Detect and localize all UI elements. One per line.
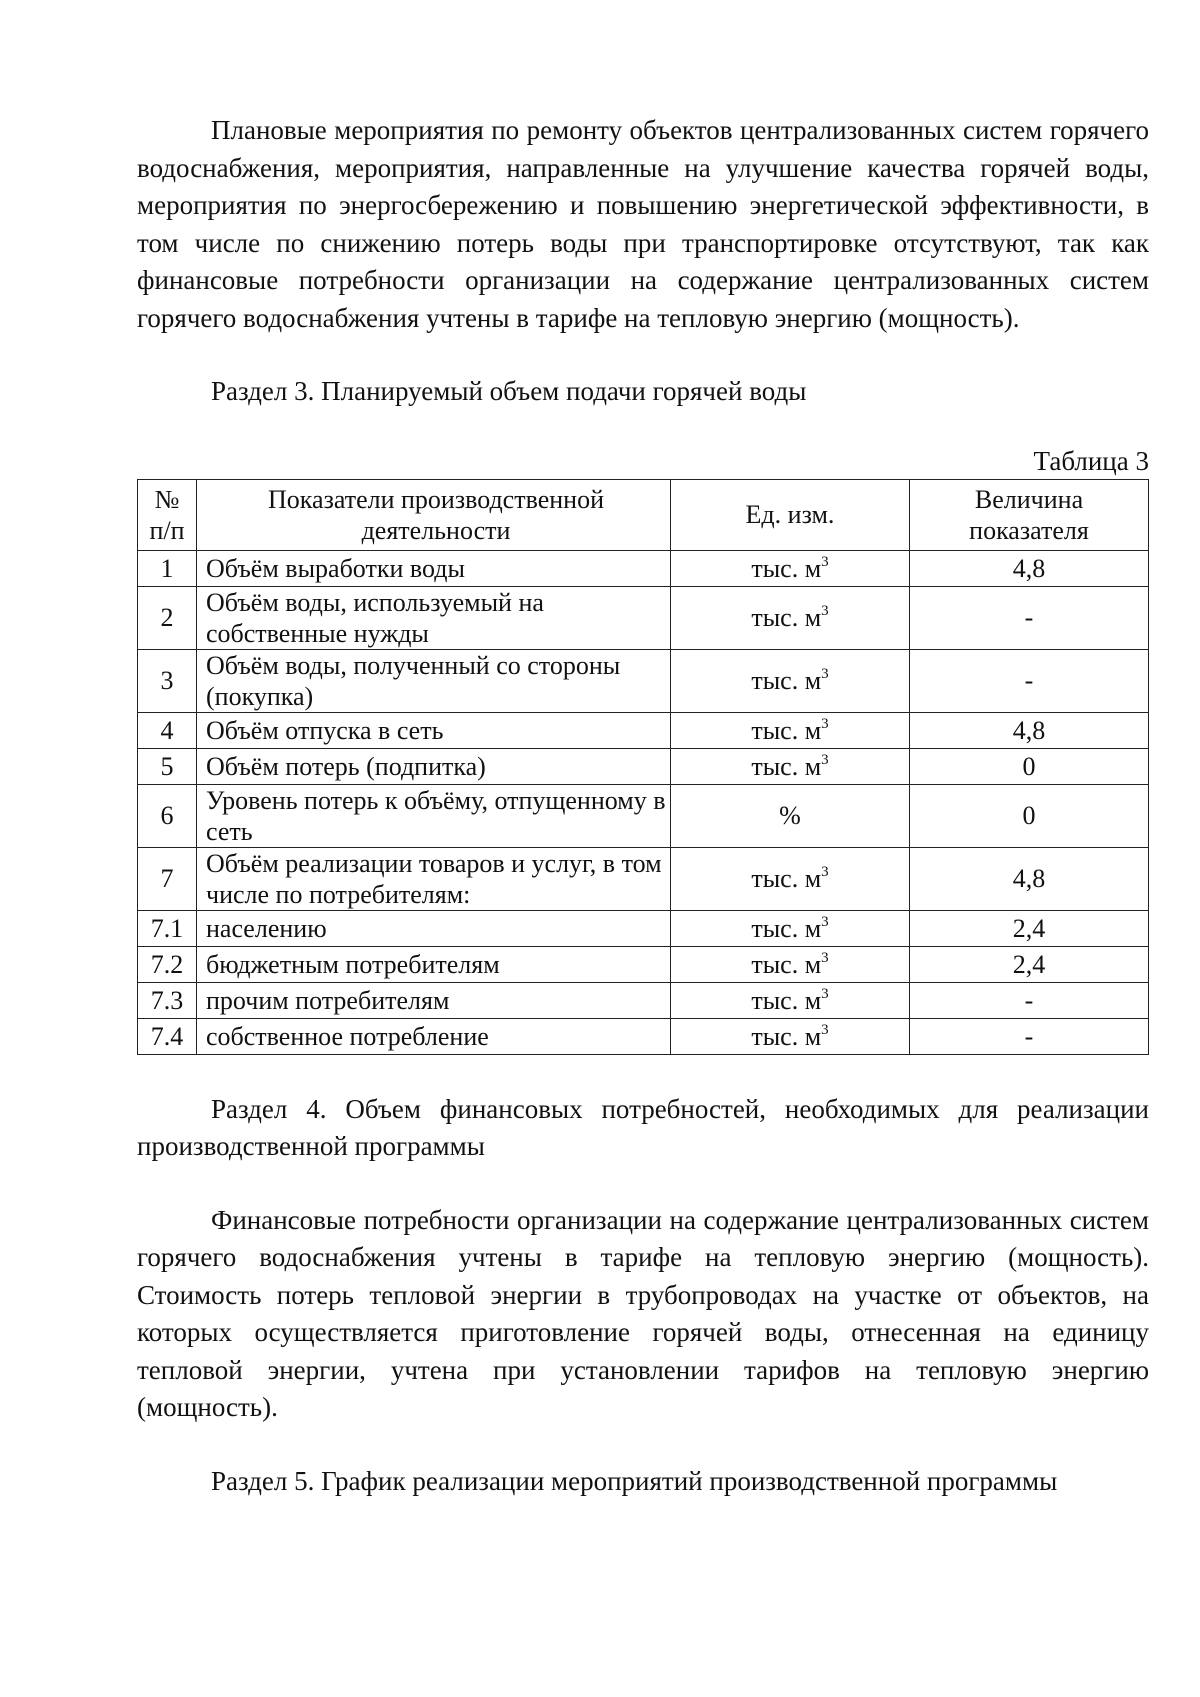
row-indicator: Объём отпуска в сеть	[197, 712, 671, 748]
document-page	[137, 112, 1149, 1500]
table-row	[138, 910, 1149, 946]
unit-superscript: 3	[821, 666, 829, 682]
row-indicator: прочим потребителям	[197, 982, 671, 1018]
unit-text: тыс. м	[751, 1021, 822, 1051]
row-value: 2,4	[910, 946, 1149, 982]
section-5-heading: Раздел 5. График реализации мероприятий производственной программы	[211, 1465, 1058, 1496]
header-indicator: Показатели производственной деятельности	[197, 479, 671, 550]
row-number: 7.3	[138, 982, 197, 1018]
row-indicator: Объём воды, полученный со стороны (покупка)	[197, 649, 671, 712]
intro-paragraph: Плановые мероприятия по ремонту объектов централизованных систем горячего водоснабжения, мероприятия, направленные на улучшение качества горячей воды, мероприятия по энергосбережению и повышению энергетической эффективности, в том числе по снижению потерь воды при транспортировке отсутствуют, так как финансовые потребности организации на содержание централизованных систем горячего водоснабжения учтены в тарифе на тепловую энергию (мощность).	[137, 115, 1149, 333]
row-number: 4	[138, 712, 197, 748]
row-indicator: Объём реализации товаров и услуг, в том числе по потребителям:	[197, 847, 671, 910]
row-value: 0	[910, 748, 1149, 784]
unit-superscript: 3	[821, 985, 829, 1002]
unit-superscript: 3	[821, 553, 829, 570]
unit-text: тыс. м	[751, 603, 822, 632]
row-unit	[671, 946, 910, 982]
table-header-row	[138, 479, 1149, 550]
section-4-heading: Раздел 4. Объем финансовых потребностей, необходимых для реализации производственной программы	[137, 1093, 1149, 1161]
row-value: 0	[910, 784, 1149, 847]
row-unit	[671, 982, 910, 1018]
table-row	[138, 649, 1149, 712]
header-value: Величина показателя	[910, 479, 1149, 550]
table-row	[138, 586, 1149, 649]
row-unit	[671, 550, 910, 586]
water-supply-table	[137, 479, 1149, 1055]
unit-text: тыс. м	[751, 949, 822, 979]
row-value: 4,8	[910, 550, 1149, 586]
row-number: 7.1	[138, 910, 197, 946]
row-number: 7	[138, 847, 197, 910]
unit-superscript: 3	[821, 751, 829, 768]
row-unit	[671, 910, 910, 946]
row-value: -	[910, 649, 1149, 712]
table-row	[138, 784, 1149, 847]
row-number: 1	[138, 550, 197, 586]
row-value: 2,4	[910, 910, 1149, 946]
section-3-heading: Раздел 3. Планируемый объем подачи горячей воды	[211, 376, 807, 406]
row-value: -	[910, 1018, 1149, 1054]
row-value: 4,8	[910, 712, 1149, 748]
row-value: -	[910, 982, 1149, 1018]
row-unit	[671, 748, 910, 784]
row-indicator: Объём выработки воды	[197, 550, 671, 586]
unit-text: тыс. м	[751, 913, 822, 943]
table-row	[138, 712, 1149, 748]
table-row	[138, 946, 1149, 982]
unit-text: %	[779, 801, 801, 830]
row-indicator: собственное потребление	[197, 1018, 671, 1054]
unit-superscript: 3	[821, 864, 829, 880]
unit-superscript: 3	[821, 603, 829, 619]
row-indicator: населению	[197, 910, 671, 946]
table-row	[138, 1018, 1149, 1054]
row-unit	[671, 649, 910, 712]
financial-paragraph: Финансовые потребности организации на содержание централизованных систем горячего водоснабжения учтены в тарифе на тепловую энергию (мощность). Стоимость потерь тепловой энергии в трубопроводах на участке от объектов, на которых осуществляется приготовление горячей воды, отнесенная на единицу тепловой энергии, учтена при установлении тарифов на тепловую энергию (мощность).	[137, 1204, 1149, 1422]
row-number: 5	[138, 748, 197, 784]
table-row	[138, 550, 1149, 586]
unit-text: тыс. м	[751, 666, 822, 695]
unit-text: тыс. м	[751, 553, 822, 583]
row-indicator: бюджетным потребителям	[197, 946, 671, 982]
row-unit	[671, 712, 910, 748]
table-row	[138, 748, 1149, 784]
unit-superscript: 3	[821, 913, 829, 930]
table-row	[138, 982, 1149, 1018]
row-unit	[671, 847, 910, 910]
row-unit	[671, 784, 910, 847]
unit-text: тыс. м	[751, 715, 822, 745]
row-number: 6	[138, 784, 197, 847]
row-value: 4,8	[910, 847, 1149, 910]
header-num: № п/п	[138, 479, 197, 550]
row-number: 3	[138, 649, 197, 712]
table-caption: Таблица 3	[1033, 445, 1149, 476]
row-number: 2	[138, 586, 197, 649]
table-row	[138, 847, 1149, 910]
row-indicator: Объём потерь (подпитка)	[197, 748, 671, 784]
row-number: 7.4	[138, 1018, 197, 1054]
row-number: 7.2	[138, 946, 197, 982]
header-unit: Ед. изм.	[671, 479, 910, 550]
unit-text: тыс. м	[751, 864, 822, 893]
unit-text: тыс. м	[751, 985, 822, 1015]
unit-text: тыс. м	[751, 751, 822, 781]
unit-superscript: 3	[821, 715, 829, 732]
row-value: -	[910, 586, 1149, 649]
row-unit	[671, 1018, 910, 1054]
table-body	[138, 550, 1149, 1054]
row-indicator: Объём воды, используемый на собственные нужды	[197, 586, 671, 649]
unit-superscript: 3	[821, 949, 829, 966]
row-indicator: Уровень потерь к объёму, отпущенному в сеть	[197, 784, 671, 847]
row-unit	[671, 586, 910, 649]
unit-superscript: 3	[821, 1021, 829, 1038]
